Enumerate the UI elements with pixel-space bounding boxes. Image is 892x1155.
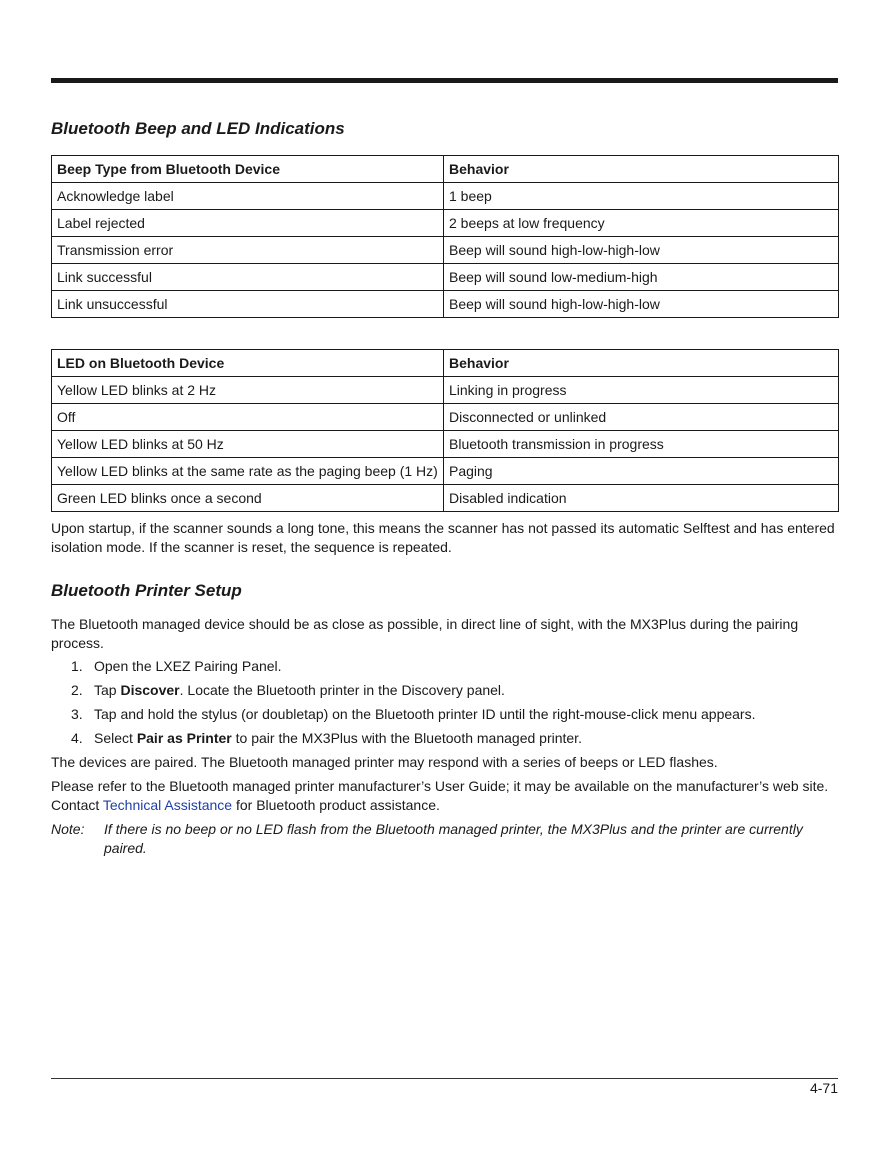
step-text: . Locate the Bluetooth printer in the Discovery panel. (179, 682, 505, 698)
table-cell: Link successful (52, 264, 444, 291)
step-text: Tap (94, 682, 121, 698)
table-cell: Beep will sound low-medium-high (444, 264, 839, 291)
refer-text-end: for Bluetooth product assistance. (232, 797, 440, 813)
table-row (52, 458, 839, 485)
list-item (51, 705, 838, 724)
table-cell: Yellow LED blinks at the same rate as the paging beep (1 Hz) (52, 458, 444, 485)
page-content (51, 117, 838, 858)
beep-table (51, 155, 839, 318)
page-number: 4-71 (809, 1080, 838, 1096)
table-row (52, 404, 839, 431)
technical-assistance-link[interactable]: Technical Assistance (102, 797, 233, 813)
list-item (51, 729, 838, 748)
paired-paragraph: The devices are paired. The Bluetooth managed printer may respond with a series of beeps or LED flashes. (51, 754, 718, 770)
step-number: 1. (71, 658, 83, 674)
startup-paragraph: Upon startup, if the scanner sounds a long tone, this means the scanner has not passed its automatic Selftest and has entered isolation mode. If the scanner is reset, the sequence is repeated. (51, 520, 835, 555)
led-table (51, 349, 839, 512)
column-header: LED on Bluetooth Device (52, 350, 444, 377)
intro-paragraph: The Bluetooth managed device should be as close as possible, in direct line of sight, with the MX3Plus during the pairing process. (51, 616, 799, 651)
column-header: Beep Type from Bluetooth Device (52, 156, 444, 183)
step-text: Select (94, 730, 137, 746)
table-cell: Link unsuccessful (52, 291, 444, 318)
section-title-beep-led: Bluetooth Beep and LED Indications (51, 119, 345, 138)
step-bold-term: Pair as Printer (136, 730, 232, 746)
table-cell: Label rejected (52, 210, 444, 237)
table-cell: Linking in progress (444, 377, 839, 404)
step-number: 4. (71, 730, 83, 746)
table-cell: Green LED blinks once a second (52, 485, 444, 512)
table-row (52, 431, 839, 458)
step-bold-term: Discover (120, 682, 180, 698)
footer-rule (51, 1078, 838, 1079)
table-row (52, 210, 839, 237)
list-item (51, 657, 838, 676)
step-text: to pair the MX3Plus with the Bluetooth managed printer. (231, 730, 582, 746)
table-row (52, 183, 839, 210)
refer-paragraph (51, 777, 838, 815)
table-cell: 2 beeps at low frequency (444, 210, 839, 237)
table-cell: Yellow LED blinks at 50 Hz (52, 431, 444, 458)
column-header: Behavior (444, 350, 839, 377)
table-cell: 1 beep (444, 183, 839, 210)
step-number: 3. (71, 706, 83, 722)
table-cell: Yellow LED blinks at 2 Hz (52, 377, 444, 404)
step-text: Tap and hold the stylus (or doubletap) on the Bluetooth printer ID until the right-mouse-click menu appears. (94, 706, 756, 722)
table-cell: Beep will sound high-low-high-low (444, 291, 839, 318)
table-cell: Beep will sound high-low-high-low (444, 237, 839, 264)
table-row (52, 377, 839, 404)
table-cell: Off (52, 404, 444, 431)
note (51, 820, 838, 858)
step-text: Open the LXEZ Pairing Panel. (94, 658, 282, 674)
column-header: Behavior (444, 156, 839, 183)
header-rule (51, 78, 838, 83)
table-cell: Disconnected or unlinked (444, 404, 839, 431)
table-row (52, 485, 839, 512)
table-header-row (52, 350, 839, 377)
list-item (51, 681, 838, 700)
step-number: 2. (71, 682, 83, 698)
table-row (52, 264, 839, 291)
table-row (52, 237, 839, 264)
setup-steps-list (51, 657, 838, 748)
refer-text: Please refer to the Bluetooth managed printer manufacturer’s User Guide; it may be available on the manufacturer’s web site. Contact (51, 778, 829, 813)
table-cell: Paging (444, 458, 839, 485)
table-header-row (52, 156, 839, 183)
table-cell: Bluetooth transmission in progress (444, 431, 839, 458)
table-cell: Acknowledge label (52, 183, 444, 210)
table-cell: Disabled indication (444, 485, 839, 512)
note-text: If there is no beep or no LED flash from the Bluetooth managed printer, the MX3Plus and the printer are currently paired. (104, 821, 803, 856)
note-label: Note: (51, 821, 85, 837)
table-cell: Transmission error (52, 237, 444, 264)
table-row (52, 291, 839, 318)
section-title-printer-setup: Bluetooth Printer Setup (51, 581, 242, 600)
